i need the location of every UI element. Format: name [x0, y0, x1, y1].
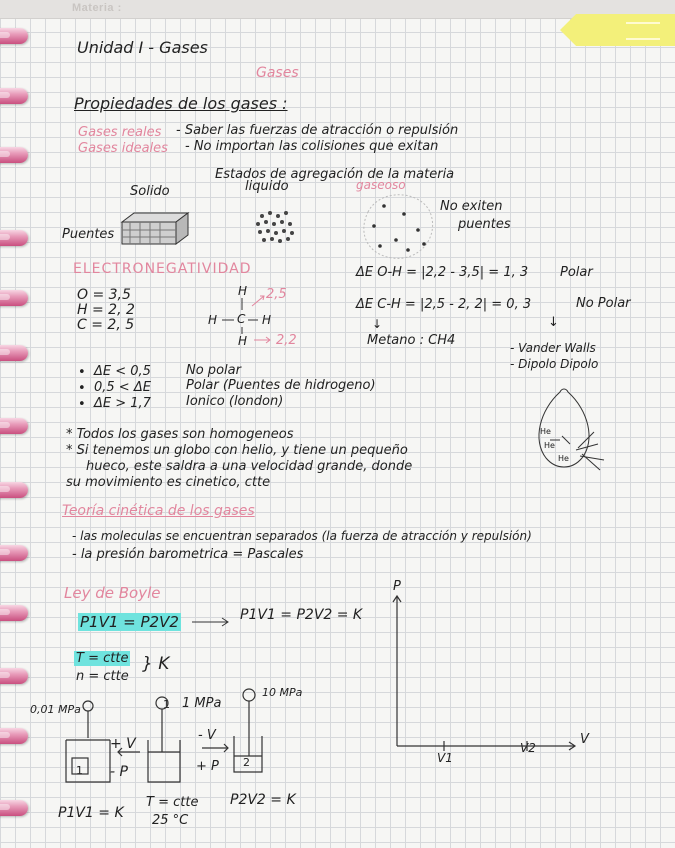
estado-solido: Solido [130, 184, 170, 199]
pressure-1-label: 0,01 MPa [30, 703, 81, 716]
graph-y-axis-label: P [393, 579, 401, 594]
notebook-label: Materia : [72, 2, 122, 14]
minus-v: - V [198, 728, 216, 743]
boyle-title: Ley de Boyle [64, 584, 161, 602]
estado-liquido: liquido [245, 179, 289, 194]
gases-reales-label: Gases reales [78, 125, 162, 140]
note-line: * Todos los gases son homogeneos [66, 427, 294, 442]
delta-oh-equation: ΔE O-H = |2,2 - 3,5| = 1, 3 [356, 265, 529, 280]
temperature: 25 °C [152, 813, 189, 828]
teoria-line-2: - la presión barometrica = Pascales [72, 547, 304, 562]
graph-x-axis-label: V [580, 732, 589, 747]
teoria-title: Teoría cinética de los gases [62, 503, 255, 519]
note-line: * Si tenemos un globo con helio, y tiene un pequeño [66, 443, 408, 458]
methane-h-bottom: H [238, 334, 248, 348]
minus-p: - P [110, 764, 128, 780]
en-hydrogen: H = 2, 2 [77, 302, 135, 318]
graph-v1-label: V1 [437, 751, 453, 765]
gases-ideales-text: - No importan las colisiones que exitan [185, 139, 439, 154]
piston-drawings [66, 689, 262, 782]
boyle-arrow [192, 618, 228, 626]
piston-3-number: 2 [243, 756, 250, 769]
en-carbon: C = 2, 5 [77, 317, 135, 333]
methane-h-left: H [208, 313, 218, 327]
p2v2-k: P2V2 = K [230, 792, 296, 808]
pressure-2-label: 1 MPa [182, 696, 222, 711]
n-constant: n = ctte [76, 669, 129, 684]
estados-title: Estados de agregación de la materia [215, 167, 455, 182]
boyle-equation-k: P1V1 = P2V2 = K [240, 607, 363, 623]
boyle-equation-highlight: P1V1 = P2V2 [80, 613, 179, 631]
rule-condition: ΔE < 0,5 [94, 364, 151, 379]
note-line: hueco, este saldra a una velocidad grande, donde [86, 459, 413, 474]
metano-label: Metano : CH4 [367, 333, 456, 348]
graph-v2-label: V2 [520, 741, 536, 755]
rule-result: No polar [186, 363, 241, 378]
gases-reales-text: - Saber las fuerzas de atracción o repulsión [176, 123, 459, 138]
k-brace: } K [142, 654, 170, 674]
teoria-line-1: - las moleculas se encuentran separados (la fuerza de atracción y repulsión) [72, 529, 532, 543]
no-existen-label-1: No exiten [440, 199, 503, 214]
electronegatividad-title: ELECTRONEGATIVIDAD [73, 261, 252, 277]
gas-particles-drawing [364, 195, 433, 259]
estado-gaseoso: gaseoso [356, 178, 406, 192]
section-title-gases: Gases [256, 65, 299, 81]
puentes-label: Puentes [62, 227, 115, 242]
methane-c: C [237, 312, 246, 326]
plus-v: + V [110, 736, 136, 752]
solid-cube-drawing [122, 213, 188, 244]
delta-ch-result: No Polar [576, 296, 631, 311]
propiedades-title: Propiedades de los gases : [74, 94, 288, 113]
rule-result: Ionico (london) [186, 394, 284, 409]
gases-ideales-label: Gases ideales [78, 141, 168, 156]
t-ctte: T = ctte [146, 795, 199, 810]
no-existen-label-2: puentes [458, 217, 511, 232]
note-line: su movimiento es cinetico, ctte [66, 475, 271, 490]
methane-en-25: 2,5 [266, 287, 287, 302]
helium-balloon-drawing [539, 389, 604, 470]
t-constant-highlight: T = ctte [76, 651, 129, 666]
balloon-he-b: He [544, 441, 555, 450]
rule-condition: 0,5 < ΔE [94, 380, 151, 395]
piston-1-number: 1 [76, 764, 83, 777]
balloon-he-c: He [558, 454, 569, 463]
arrow-down-right: ↓ [548, 315, 559, 330]
pressure-3-label: 10 MPa [262, 686, 303, 699]
vander-walls: - Vander Walls [510, 341, 596, 355]
balloon-he-a: He [540, 427, 551, 436]
rule-bullet: • [78, 381, 86, 396]
en-oxygen: O = 3,5 [77, 287, 131, 303]
arrow-down-left: ↓ [372, 317, 383, 331]
liquid-particles-drawing [256, 211, 294, 243]
plus-p: + P [196, 759, 219, 774]
p1v1-k: P1V1 = K [58, 805, 124, 821]
methane-h-top: H [238, 284, 248, 298]
rule-condition: ΔE > 1,7 [94, 396, 151, 411]
rule-bullet: • [78, 365, 86, 380]
delta-ch-equation: ΔE C-H = |2,5 - 2, 2| = 0, 3 [356, 297, 532, 312]
unit-title: Unidad I - Gases [77, 38, 208, 57]
methane-bonds [222, 296, 270, 343]
dipolo-dipolo: - Dipolo Dipolo [510, 357, 599, 371]
piston-2-number: 1 [163, 698, 170, 711]
rule-bullet: • [78, 397, 86, 412]
boyle-graph [393, 596, 575, 751]
methane-en-22: 2,2 [276, 333, 297, 348]
rule-result: Polar (Puentes de hidrogeno) [186, 378, 376, 393]
methane-h-right: H [262, 313, 272, 327]
delta-oh-result: Polar [560, 265, 593, 280]
